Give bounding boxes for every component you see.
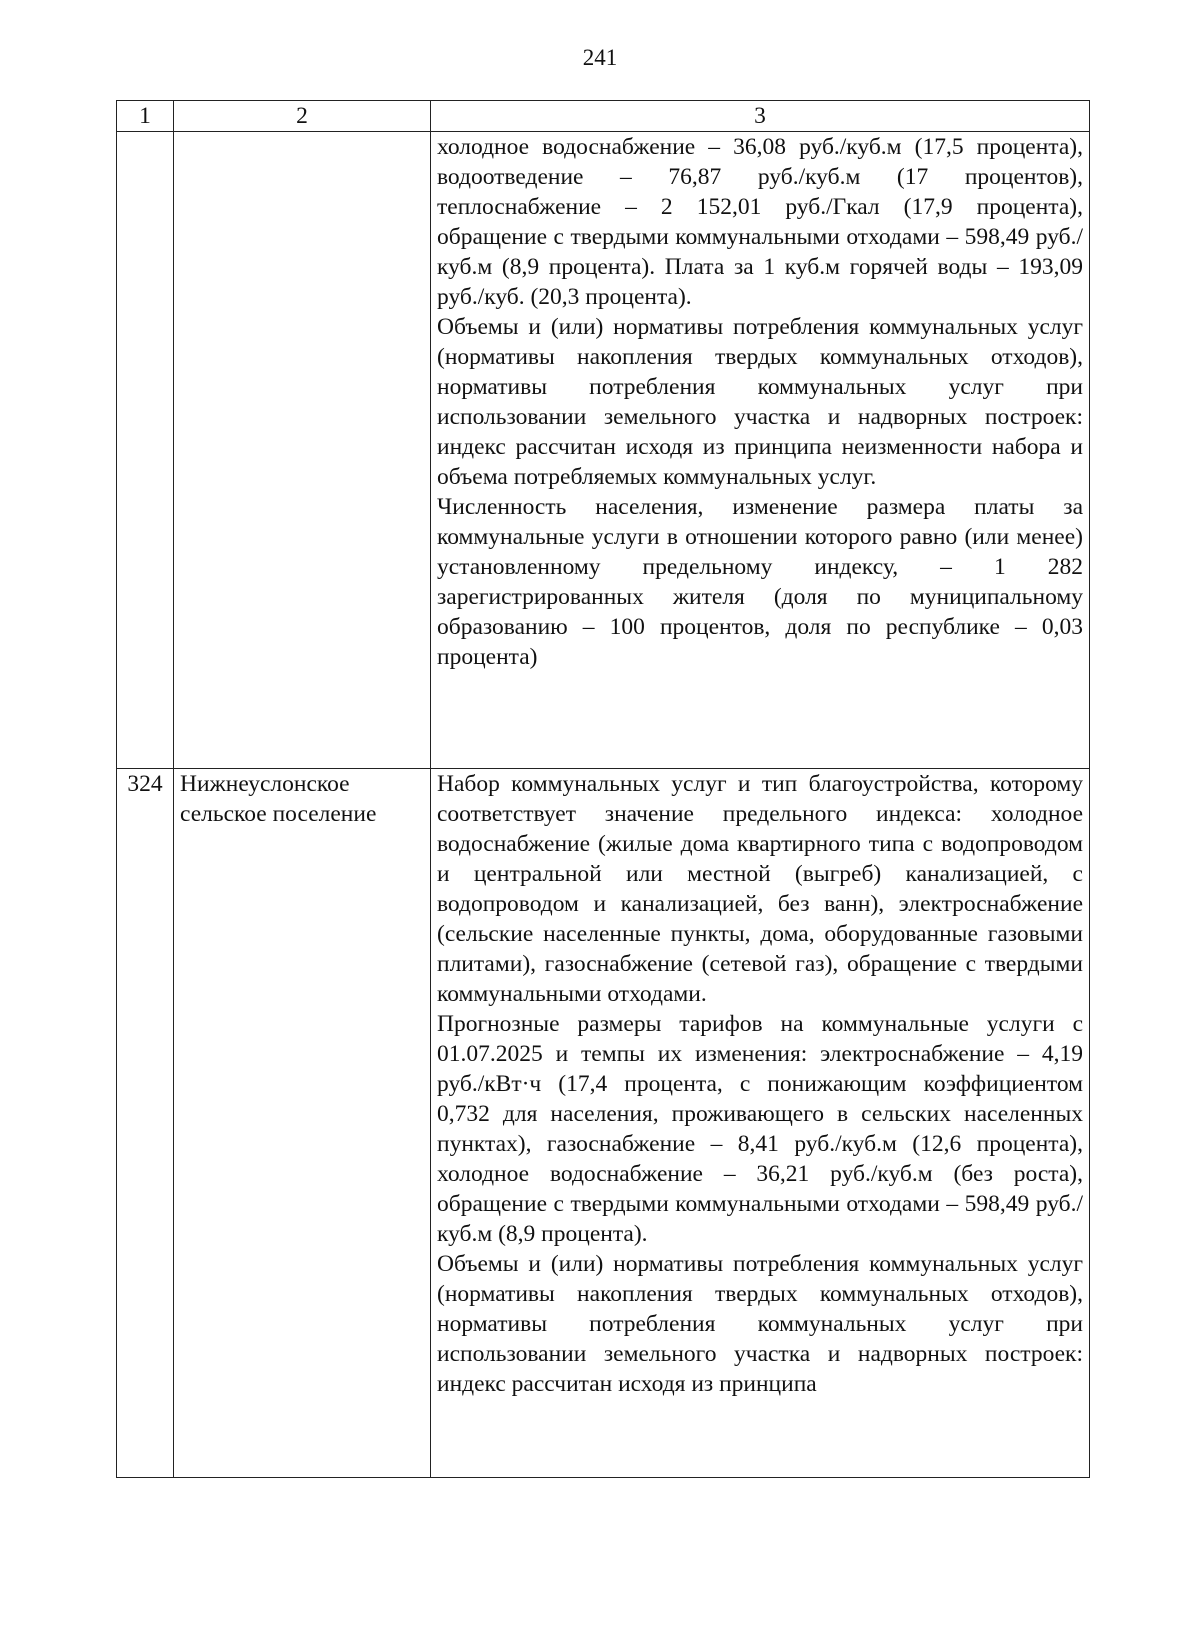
column-header-2: 2 — [174, 101, 431, 132]
description-paragraph: Численность населения, изменение размера платы за коммунальные услуги в отношении которого равно (или менее) установленному предельному индексу, – 1 282 зарегистрированных жителя (доля по муниципальному образованию – 100 процентов, доля по республике – 0,03 процента) — [437, 494, 1083, 670]
description-paragraph: Прогнозные размеры тарифов на коммунальные услуги с 01.07.2025 и темпы их изменения: электроснабжение – 4,19 руб./кВт·ч (17,4 процента, с понижающим коэффициентом 0,732 для населения, проживающего в сельских населенных пунктах), газоснабжение – 8,41 руб./куб.м (12,6 процента), холодное водоснабжение – 36,21 руб./куб.м (без роста), обращение с твердыми коммунальными отходами – 598,49 руб./куб.м (8,9 процента). — [437, 1011, 1083, 1247]
table-row — [117, 769, 1090, 1478]
column-header-1: 1 — [117, 101, 174, 132]
description-cell — [431, 132, 1090, 769]
column-header-3: 3 — [431, 101, 1090, 132]
municipality-name: Нижнеуслонское сельское поселение — [174, 769, 431, 1478]
description-paragraph: Объемы и (или) нормативы потребления коммунальных услуг (нормативы накопления твердых коммунальных отходов), нормативы потребления коммунальных услуг при использовании земельного участка и надворных построек: индекс рассчитан исходя из принципа — [437, 1251, 1083, 1397]
table-row — [117, 132, 1090, 769]
page-number: 241 — [582, 45, 618, 70]
row-number — [117, 132, 174, 769]
description-paragraph: холодное водоснабжение – 36,08 руб./куб.м (17,5 процента), водоотведение – 76,87 руб./куб.м (17 процентов), теплоснабжение – 2 152,01 руб./Гкал (17,9 процента), обращение с твердыми коммунальными отходами – 598,49 руб./куб.м (8,9 процента). Плата за 1 куб.м горячей воды – 193,09 руб./куб. (20,3 процента). — [437, 134, 1083, 310]
description-cell — [431, 769, 1090, 1478]
tariff-table — [116, 100, 1090, 1478]
description-paragraph: Набор коммунальных услуг и тип благоустройства, которому соответствует значение предельного индекса: холодное водоснабжение (жилые дома квартирного типа с водопроводом и центральной или местной (выгреб) канализацией, с водопроводом и канализацией, без ванн), электроснабжение (сельские населенные пункты, дома, оборудованные газовыми плитами), газоснабжение (сетевой газ), обращение с твердыми коммунальными отходами. — [437, 771, 1083, 1007]
description-paragraph: Объемы и (или) нормативы потребления коммунальных услуг (нормативы накопления твердых коммунальных отходов), нормативы потребления коммунальных услуг при использовании земельного участка и надворных построек: индекс рассчитан исходя из принципа неизменности набора и объема потребляемых коммунальных услуг. — [437, 314, 1083, 490]
row-number: 324 — [117, 769, 174, 1478]
municipality-name — [174, 132, 431, 769]
table-header-row — [117, 101, 1090, 132]
